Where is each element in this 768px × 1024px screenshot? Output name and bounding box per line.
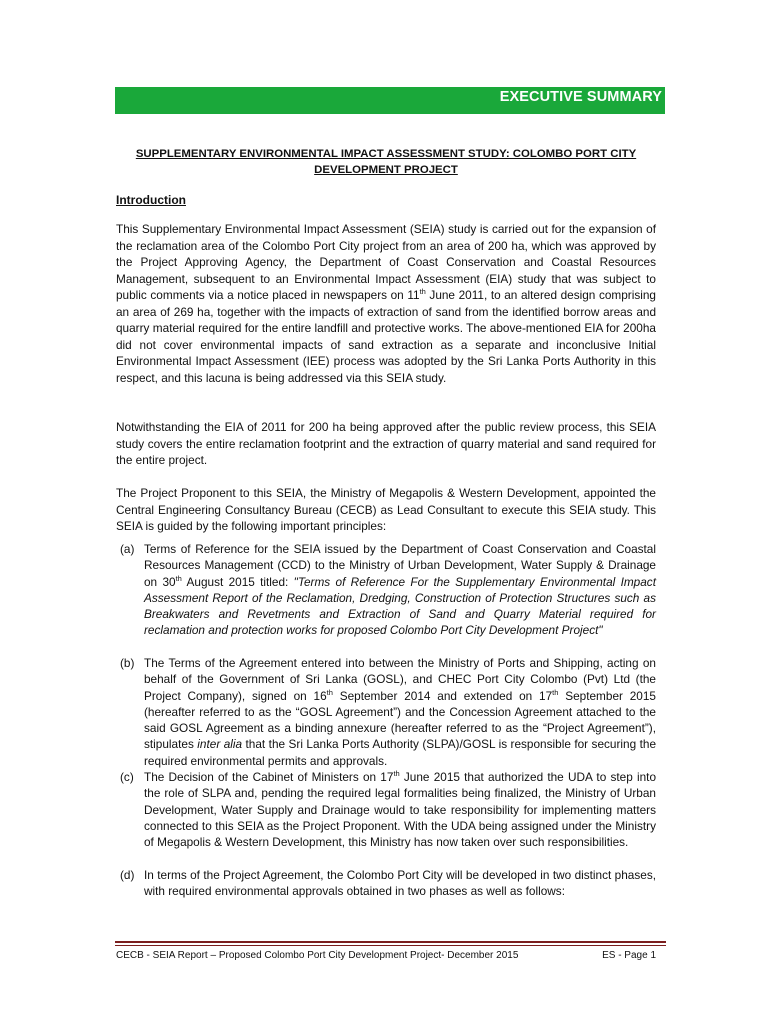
list-item-text: September 2015 (hereafter referred to as the “GOSL Agreement”) and the Concession Agreement attached to the said GOSL Agreement as a binding annexure (hereafter referred to as the “Project Agreement”), stipulates [144,688,656,752]
section-banner [115,87,665,114]
list-item-label: (b) [120,656,135,670]
paragraph-1-text-a: This Supplementary Environmental Impact Assessment (SEIA) study is carried out for the expansion of the reclamation area of the Colombo Port City project from an area of 200 ha, which was approved by the Project Approving Agency, the Department of Coast Conservation and Coastal Resources Management, subsequent to an Environmental Impact Assessment (EIA) study that was subject to public comments via a notice placed in newspapers on 11 [116,222,656,302]
superscript: th [393,769,400,779]
list-item-text: that the Sri Lanka Ports Authority (SLPA)/GOSL is responsible for securing the required environmental permits and approvals. [144,737,656,768]
superscript: th [552,687,559,697]
footer-page-number: ES - Page 1 [602,950,656,961]
list-item-text: The Decision of the Cabinet of Ministers on 17 [144,770,394,784]
document-title-line-2: DEVELOPMENT PROJECT [314,164,458,176]
list-item [116,541,656,655]
paragraph-3: The Project Proponent to this SEIA, the Ministry of Megapolis & Western Development, appointed the Central Engineering Consultancy Bureau (CECB) as Lead Consultant to execute this SEIA study. This SEIA is guided by the following important principles: [116,486,656,533]
footer-divider-thin [115,945,666,946]
superscript: th [419,287,426,297]
list-item-text: June 2015 that authorized the UDA to step into the role of SLPA and, pending the required legal formalities being finalized, the Ministry of Urban Development, Water Supply and Drainage would to take responsibility for implementing matters connected to this SEIA as the Project Proponent. With the UDA being assigned under the Ministry of Megapolis & Western Development, this Ministry has now taken over such responsibilities. [144,770,657,850]
paragraph-1-text-b: June 2011, to an altered design comprising an area of 269 ha, together with the impacts of extraction of sand from the identified borrow areas and quarry material required for the entire landfill and protective works. The above-mentioned EIA for 200ha did not cover environmental impacts of sand extraction as a separate and inconclusive Initial Environmental Impact Assessment (IEE) process was adopted by the Sri Lanka Ports Authority in this respect, and this lacuna is being addressed via this SEIA study. [116,288,656,385]
footer-divider [115,941,666,943]
list-item-italic-text: inter alia [197,737,243,752]
list-item-label: (a) [120,542,135,556]
list-item [116,655,656,769]
document-title-line-1: SUPPLEMENTARY ENVIRONMENTAL IMPACT ASSESSMENT STUDY: COLOMBO PORT CITY [135,148,637,160]
superscript: th [326,687,333,697]
list-item-text: Terms of Reference for the SEIA issued by the Department of Coast Conservation and Coastal Resources Management (CCD) to the Ministry of Urban Development, Water Supply & Drainage on 30 [144,542,656,589]
principles-list [116,541,656,900]
paragraph-1 [116,221,656,386]
list-item-text: In terms of the Project Agreement, the Colombo Port City will be developed in two distinct phases, with required environmental approvals obtained in two phases as well as follows: [144,868,656,899]
list-item-text: The Terms of the Agreement entered into between the Ministry of Ports and Shipping, acting on behalf of the Government of Sri Lanka (GOSL), and CHEC Port City Colombo (Pvt) Ltd (the Project Company), signed on 16 [144,656,656,703]
document-title [116,146,656,178]
footer-report-title: CECB - SEIA Report – Proposed Colombo Port City Development Project- December 2015 [116,950,519,961]
list-item-text: September 2014 and extended on 17 [332,688,553,703]
list-item-text: August 2015 titled: [181,574,294,589]
superscript: th [175,573,182,583]
banner-title: EXECUTIVE SUMMARY [499,89,662,105]
introduction-heading: Introduction [116,193,186,207]
paragraph-2: Notwithstanding the EIA of 2011 for 200 ha being approved after the public review process, this SEIA study covers the entire reclamation footprint and the extraction of quarry material and sand required for the entire project. [116,420,656,467]
list-item [116,769,656,867]
list-item-label: (c) [120,770,134,784]
page-footer [116,950,656,961]
list-item-italic-text: "Terms of Reference For the Supplementary Environmental Impact Assessment Report of the Reclamation, Dredging, Construction of Protection Structures such as Breakwaters and Revetments and Extraction of Sand and Quarry Material required for reclamation and protection works for proposed Colombo Port City Development Project" [144,574,656,638]
list-item [116,867,656,900]
list-item-label: (d) [120,868,135,882]
